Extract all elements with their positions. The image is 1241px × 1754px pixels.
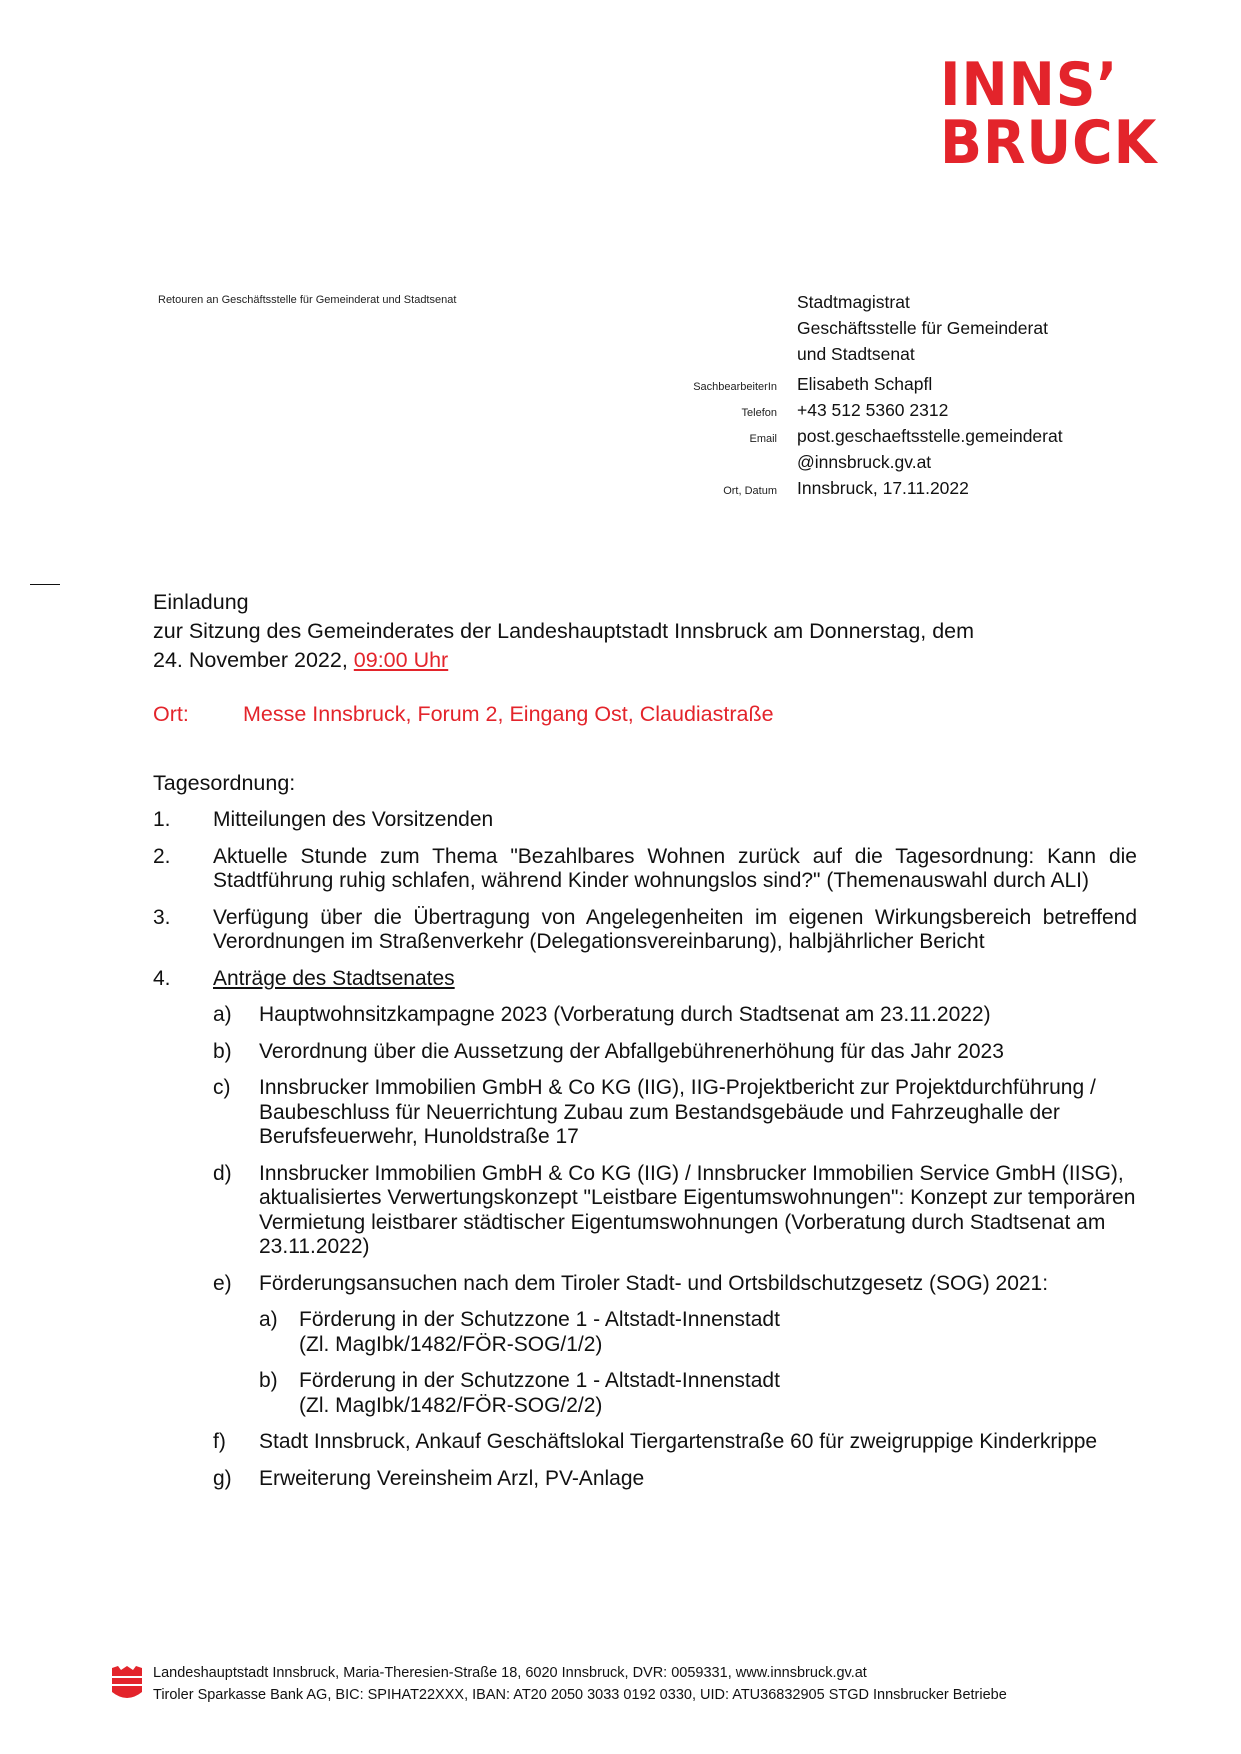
subitem-text: Hauptwohnsitzkampagne 2023 (Vorberatung durch Stadtsenat am 23.11.2022) bbox=[259, 1003, 991, 1026]
place-date-value: Innsbruck, 17.11.2022 bbox=[797, 478, 969, 498]
subitem-letter: d) bbox=[213, 1161, 232, 1185]
sender-org-line-3: und Stadtsenat bbox=[797, 344, 915, 364]
title-line-3 bbox=[153, 646, 974, 675]
agenda-item-number: 2. bbox=[153, 844, 171, 868]
agenda-item-number: 4. bbox=[153, 966, 171, 990]
email-value-line-1: post.geschaeftsstelle.gemeinderat bbox=[797, 426, 1063, 446]
subitem-text: Stadt Innsbruck, Ankauf Geschäftslokal Tiergartenstraße 60 für zweigruppige Kinderkrippe bbox=[259, 1430, 1098, 1453]
location-value: Messe Innsbruck, Forum 2, Eingang Ost, Claudiastraße bbox=[243, 702, 774, 726]
agenda-item-text: Anträge des Stadtsenates bbox=[213, 966, 455, 990]
subitem-letter: g) bbox=[213, 1466, 232, 1490]
subsubitem-letter: b) bbox=[259, 1369, 278, 1392]
logo-line-2: BRUCK bbox=[940, 108, 1158, 178]
city-crest-icon bbox=[110, 1664, 144, 1704]
place-date-label: Ort, Datum bbox=[723, 485, 777, 497]
footer-text bbox=[153, 1662, 1007, 1706]
subsubitem-letter: a) bbox=[259, 1308, 278, 1331]
sender-org-line-2: Geschäftsstelle für Gemeinderat bbox=[797, 318, 1048, 338]
agenda-item bbox=[153, 967, 1137, 992]
footer-line-2: Tiroler Sparkasse Bank AG, BIC: SPIHAT22XXX, IBAN: AT20 2050 3033 0192 0330, UID: ATU36832905 STGD Innsbrucker Betriebe bbox=[153, 1687, 1007, 1703]
agenda-item-number: 3. bbox=[153, 905, 171, 929]
agenda-subitem bbox=[153, 1467, 1137, 1492]
subsubitem-line-1: Förderung in der Schutzzone 1 - Altstadt-Innenstadt bbox=[299, 1369, 780, 1392]
meeting-date: 24. November 2022, bbox=[153, 648, 354, 672]
sender-block bbox=[620, 292, 1140, 504]
subsubitem-line-2: (Zl. MagIbk/1482/FÖR-SOG/2/2) bbox=[299, 1393, 603, 1417]
phone-label: Telefon bbox=[741, 407, 777, 419]
subitem-text: Erweiterung Vereinsheim Arzl, PV-Anlage bbox=[259, 1466, 645, 1490]
agenda-item-text: Aktuelle Stunde zum Thema "Bezahlbares Wohnen zurück auf die Tagesordnung: Kann die Stadtführung ruhig schlafen, während Kinder wohnungslos sind?" (Themenauswahl durch ALI) bbox=[213, 844, 1137, 892]
agenda-heading: Tagesordnung: bbox=[153, 771, 296, 795]
agenda-item bbox=[153, 808, 1137, 833]
subsubitem-line-2: (Zl. MagIbk/1482/FÖR-SOG/1/2) bbox=[299, 1332, 603, 1356]
agenda-item-text: Mitteilungen des Vorsitzenden bbox=[213, 808, 494, 831]
email-label: Email bbox=[749, 433, 777, 445]
phone-value: +43 512 5360 2312 bbox=[797, 400, 949, 420]
meeting-time: 09:00 Uhr bbox=[353, 648, 449, 672]
agenda-item-number: 1. bbox=[153, 808, 171, 831]
subitem-letter: f) bbox=[213, 1430, 226, 1453]
agenda-subitem bbox=[153, 1272, 1137, 1297]
subitem-letter: e) bbox=[213, 1271, 232, 1295]
agenda-item bbox=[153, 906, 1137, 955]
agenda-list bbox=[153, 808, 1137, 1503]
subsubitem-line-1: Förderung in der Schutzzone 1 - Altstadt-Innenstadt bbox=[299, 1308, 780, 1331]
subitem-letter: c) bbox=[213, 1076, 231, 1099]
logo-line-1: INNS’ bbox=[940, 50, 1119, 120]
agenda-subitem bbox=[153, 1430, 1137, 1455]
email-value-line-2: @innsbruck.gv.at bbox=[797, 452, 932, 472]
agenda-subitem bbox=[153, 1003, 1137, 1028]
subitem-letter: a) bbox=[213, 1003, 232, 1026]
invitation-title bbox=[153, 588, 974, 675]
fold-mark bbox=[30, 584, 60, 585]
meeting-location bbox=[153, 702, 774, 727]
agenda-subitem bbox=[153, 1162, 1137, 1260]
subitem-text: Förderungsansuchen nach dem Tiroler Stadt- und Ortsbildschutzgesetz (SOG) 2021: bbox=[259, 1271, 1049, 1295]
agenda-item bbox=[153, 845, 1137, 894]
title-line-2: zur Sitzung des Gemeinderates der Landeshauptstadt Innsbruck am Donnerstag, dem bbox=[153, 619, 975, 643]
return-address: Retouren an Geschäftsstelle für Gemeinderat und Stadtsenat bbox=[158, 294, 457, 306]
agenda-subitem bbox=[153, 1040, 1137, 1065]
agenda-subsubitem bbox=[153, 1308, 1137, 1357]
subitem-letter: b) bbox=[213, 1039, 232, 1063]
subitem-text: Verordnung über die Aussetzung der Abfallgebührenerhöhung für das Jahr 2023 bbox=[259, 1039, 1004, 1063]
location-label: Ort: bbox=[153, 702, 189, 726]
clerk-label: SachbearbeiterIn bbox=[693, 381, 777, 393]
subitem-text: Innsbrucker Immobilien GmbH & Co KG (IIG), IIG-Projektbericht zur Projektdurchführung / Baubeschluss für Neuerrichtung Zubau zum Bestandsgebäude und Fahrzeughalle der Berufsfeuerwehr, Hunoldstraße 17 bbox=[259, 1076, 1096, 1148]
clerk-value: Elisabeth Schapfl bbox=[797, 374, 933, 394]
footer-line-1: Landeshauptstadt Innsbruck, Maria-Theresien-Straße 18, 6020 Innsbruck, DVR: 0059331, www.innsbruck.gv.at bbox=[153, 1665, 867, 1681]
agenda-subsubitem bbox=[153, 1369, 1137, 1418]
agenda-subitem bbox=[153, 1076, 1137, 1150]
agenda-item-text: Verfügung über die Übertragung von Angelegenheiten im eigenen Wirkungsbereich betreffend Verordnungen im Straßenverkehr (Delegationsvereinbarung), halbjährlicher Bericht bbox=[213, 905, 1137, 953]
subitem-text: Innsbrucker Immobilien GmbH & Co KG (IIG) / Innsbrucker Immobilien Service GmbH (IISG), aktualisiertes Verwertungskonzept "Leistbare Eigentumswohnungen": Konzept zur temporären Vermietung leistbarer städtischer Eigentumswohnungen (Vorberatung durch Stadtsenat am 23.11.2022) bbox=[259, 1161, 1136, 1258]
innsbruck-logo bbox=[940, 50, 1182, 178]
title-line-1: Einladung bbox=[153, 590, 249, 614]
sender-org-line-1: Stadtmagistrat bbox=[797, 292, 910, 312]
